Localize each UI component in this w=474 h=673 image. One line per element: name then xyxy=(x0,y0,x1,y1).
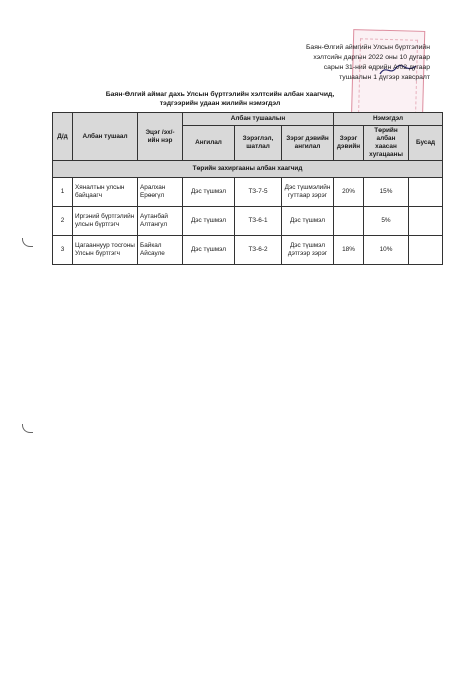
cell-class: Дэс түшмэл xyxy=(183,236,235,265)
cell-position: Иргэний бүртгэлийн улсын бүртгэгч xyxy=(73,207,138,236)
header-level: Зэрэглэл, шатлал xyxy=(235,126,282,161)
header-name: Эцэг /эх/-ийн нэр xyxy=(138,113,183,161)
cell-num: 2 xyxy=(53,207,73,236)
header-row-1 xyxy=(53,113,443,126)
staff-table xyxy=(52,112,443,265)
cell-seniority: 10% xyxy=(364,236,409,265)
cell-name: Аралхан Ерөөгүл xyxy=(138,178,183,207)
header-other: Бусад xyxy=(409,126,443,161)
cell-level: ТЗ-6-2 xyxy=(235,236,282,265)
approval-line-2: хэлтсийн даргын 2022 оны 10 дугаар xyxy=(313,54,430,61)
cell-seniority: 5% xyxy=(364,207,409,236)
cell-rank: 18% xyxy=(334,236,364,265)
approval-block xyxy=(240,43,430,83)
hole-punch-mark xyxy=(22,424,33,433)
header-group-addition: Нэмэгдэл xyxy=(334,113,443,126)
header-rank: Зэрэг дэвийн xyxy=(334,126,364,161)
cell-rank: 20% xyxy=(334,178,364,207)
cell-level: ТЗ-6-1 xyxy=(235,207,282,236)
document-title xyxy=(60,90,380,108)
title-line-1: Баян-Өлгий аймаг дахь Улсын бүртгэлийн хэлтсийн албан хаагчид, xyxy=(105,91,335,98)
cell-other xyxy=(409,178,443,207)
table-row xyxy=(53,178,443,207)
cell-other xyxy=(409,207,443,236)
header-class: Ангилал xyxy=(183,126,235,161)
cell-name: Аутанбай Алтангул xyxy=(138,207,183,236)
cell-position: Цагааннуур тосгоны Улсын бүртгэгч xyxy=(73,236,138,265)
cell-rank-class: Дэс түшмэл дэтгээр зэрэг xyxy=(282,236,334,265)
section-row xyxy=(53,161,443,178)
header-rank-class: Зэрэг дэвийн ангилал xyxy=(282,126,334,161)
table-row xyxy=(53,207,443,236)
cell-rank xyxy=(334,207,364,236)
cell-name: Байкал Айсауле xyxy=(138,236,183,265)
header-position: Албан тушаал xyxy=(73,113,138,161)
approval-line-3: сарын 31-ний өдрийн А/02 дугаар xyxy=(323,64,430,71)
cell-num: 1 xyxy=(53,178,73,207)
title-line-2: тэдгээрийн удаан жилийн нэмэгдэл xyxy=(159,100,281,107)
cell-level: ТЗ-7-5 xyxy=(235,178,282,207)
table-row xyxy=(53,236,443,265)
cell-rank-class: Дэс түшмэл xyxy=(282,207,334,236)
approval-line-4: тушаалын 1 дүгээр хавсралт xyxy=(339,74,430,81)
cell-other xyxy=(409,236,443,265)
cell-rank-class: Дэс түшмэлийн гуттаар зэрэг xyxy=(282,178,334,207)
header-num: Д/д xyxy=(53,113,73,161)
header-group-position: Албан тушаалын xyxy=(183,113,334,126)
approval-line-1: Баян-Өлгий аймгийн Улсын бүртгэлийн xyxy=(305,44,430,51)
section-label: Төрийн захиргааны албан хаагчид xyxy=(53,161,443,178)
cell-num: 3 xyxy=(53,236,73,265)
cell-seniority: 15% xyxy=(364,178,409,207)
cell-class: Дэс түшмэл xyxy=(183,178,235,207)
hole-punch-mark xyxy=(22,238,33,247)
cell-class: Дэс түшмэл xyxy=(183,207,235,236)
header-seniority: Төрийн албан хаасан хугацааны xyxy=(364,126,409,161)
cell-position: Хяналтын улсын байцаагч xyxy=(73,178,138,207)
